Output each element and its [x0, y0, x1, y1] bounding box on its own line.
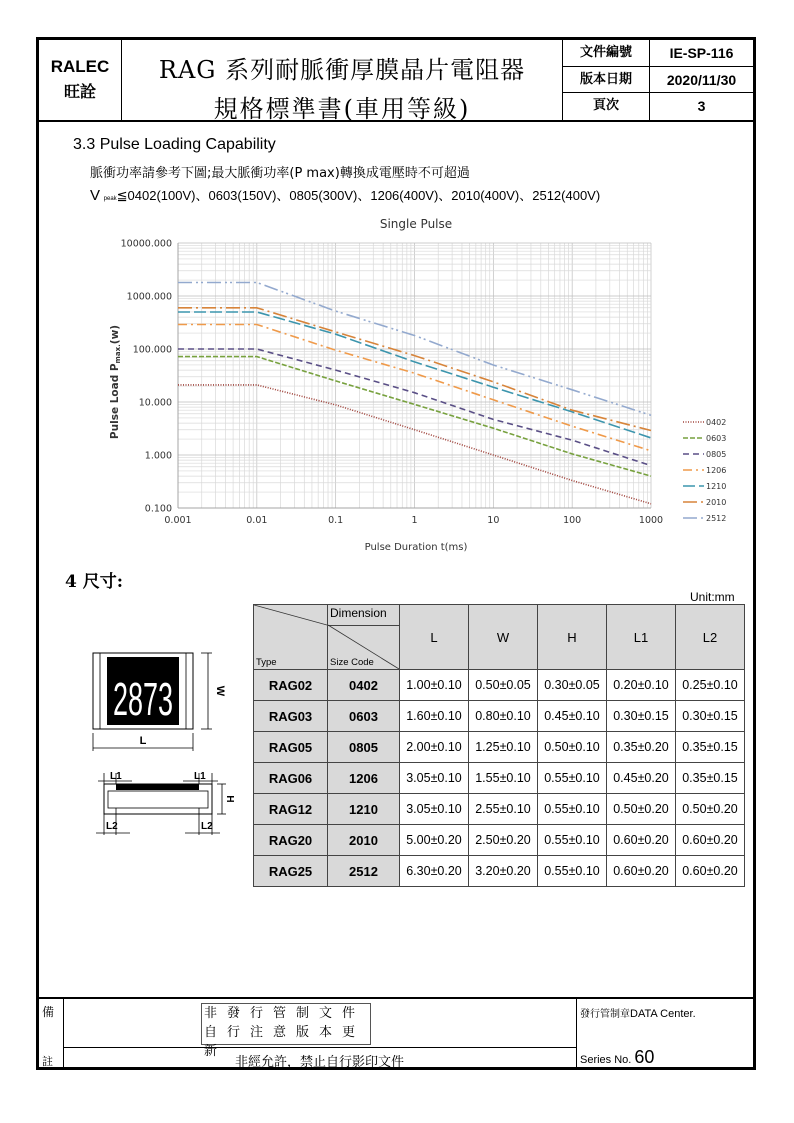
- cell-l1: 0.60±0.20: [607, 825, 676, 856]
- cell-l1: 0.60±0.20: [607, 856, 676, 887]
- corner-label-dimension: Dimension: [330, 606, 387, 620]
- cell-l1: 0.20±0.10: [607, 670, 676, 701]
- cell-l: 5.00±0.20: [400, 825, 469, 856]
- chip-top-view-drawing: [88, 645, 238, 755]
- cell-w: 2.50±0.20: [469, 825, 538, 856]
- table-row: [254, 701, 745, 732]
- copy-prohibited-note: 非經允許，禁止自行影印文件: [234, 1055, 404, 1070]
- cell-l: 3.05±0.10: [400, 794, 469, 825]
- x-tick-labels: [164, 515, 663, 526]
- substrate: [108, 791, 208, 808]
- y-tick-label: 10000.000: [120, 238, 172, 250]
- legend-label-1206: 1206: [706, 466, 727, 475]
- column-header-w: W: [469, 605, 538, 670]
- legend-label-0603: 0603: [706, 434, 727, 443]
- cell-l2: 0.35±0.15: [676, 763, 745, 794]
- cell-w: 0.80±0.10: [469, 701, 538, 732]
- cell-l: 3.05±0.10: [400, 763, 469, 794]
- cell-l: 1.00±0.10: [400, 670, 469, 701]
- unit-label: Unit:mm: [690, 590, 735, 604]
- chart-legend: [683, 418, 726, 523]
- meta-label: 版本日期: [563, 67, 650, 93]
- cell-type: RAG12: [254, 794, 328, 825]
- cell-type: RAG05: [254, 732, 328, 763]
- cell-h: 0.30±0.05: [538, 670, 607, 701]
- cell-l1: 0.45±0.20: [607, 763, 676, 794]
- cell-size: 2512: [328, 856, 400, 887]
- footer-remark-char-1: 備: [42, 1005, 55, 1019]
- y-axis-label-main: Pulse Load P: [109, 363, 121, 440]
- title-line-1: RAG 系列耐脈衝厚膜晶片電阻器: [158, 56, 526, 84]
- legend-label-0402: 0402: [706, 418, 727, 427]
- cell-h: 0.55±0.10: [538, 763, 607, 794]
- section-heading-pulse: 3.3 Pulse Loading Capability: [73, 136, 276, 153]
- series-number: [580, 1047, 654, 1068]
- column-header-l2: L2: [676, 605, 745, 670]
- chart-title: Single Pulse: [379, 217, 453, 231]
- brand-name-en: RALEC: [50, 57, 110, 76]
- corner-size-cell: [328, 605, 400, 670]
- cell-h: 0.55±0.10: [538, 825, 607, 856]
- cell-w: 0.50±0.05: [469, 670, 538, 701]
- x-tick-label: 0.1: [328, 515, 344, 526]
- cell-l2: 0.30±0.15: [676, 701, 745, 732]
- dim-label-w: W: [214, 685, 226, 697]
- corner-label-size-code: Size Code: [330, 657, 374, 668]
- cell-w: 1.55±0.10: [469, 763, 538, 794]
- legend-label-2010: 2010: [706, 498, 727, 507]
- x-tick-label: 1: [411, 515, 418, 526]
- pulse-chart: [100, 212, 770, 557]
- cell-l1: 0.50±0.20: [607, 794, 676, 825]
- column-header-l: L: [400, 605, 469, 670]
- x-tick-label: 0.001: [164, 515, 192, 526]
- series-label: Series No.: [580, 1054, 632, 1066]
- uncontrolled-notice-box: [201, 1003, 371, 1059]
- data-center-stamp-label: [580, 1005, 696, 1020]
- x-axis-label: Pulse Duration t(ms): [364, 542, 468, 553]
- legend-label-1210: 1210: [706, 482, 727, 491]
- cell-type: RAG25: [254, 856, 328, 887]
- table-row: [254, 794, 745, 825]
- cell-w: 3.20±0.20: [469, 856, 538, 887]
- vpeak-symbol: V: [90, 187, 101, 204]
- cell-l1: 0.35±0.20: [607, 732, 676, 763]
- corner-size-inner: [328, 605, 399, 669]
- notice-line-1: 非發行管制文件: [204, 1006, 366, 1021]
- cell-type: RAG06: [254, 763, 328, 794]
- cell-w: 1.25±0.10: [469, 732, 538, 763]
- legend-label-0805: 0805: [706, 450, 727, 459]
- cell-l2: 0.35±0.15: [676, 732, 745, 763]
- cell-type: RAG03: [254, 701, 328, 732]
- meta-value: 3: [697, 98, 706, 115]
- y-tick-labels: [121, 239, 172, 515]
- corner-type-inner: [254, 605, 327, 669]
- title-line-2: 規格標準書(車用等級): [213, 95, 471, 123]
- meta-label: 頁次: [563, 93, 650, 120]
- dim-label-l: L: [139, 735, 147, 747]
- cell-l1: 0.30±0.15: [607, 701, 676, 732]
- document-footer: [39, 997, 753, 1069]
- cell-l2: 0.60±0.20: [676, 825, 745, 856]
- y-tick-label: 1.000: [144, 450, 172, 462]
- cell-l: 1.60±0.10: [400, 701, 469, 732]
- x-tick-label: 100: [563, 515, 582, 526]
- table-row: [254, 856, 745, 887]
- x-tick-label: 0.01: [246, 515, 268, 526]
- dim-label-h: H: [224, 795, 235, 803]
- y-axis-label: [109, 325, 122, 439]
- pulse-note-line1: 脈衝功率請參考下圖;最大脈衝功率(P max)轉換成電壓時不可超過: [90, 166, 470, 181]
- vpeak-subscript: peak: [103, 196, 117, 202]
- pulse-note-line2: [90, 185, 600, 204]
- cell-l: 2.00±0.10: [400, 732, 469, 763]
- stamp-label-zh: 發行管制章: [580, 1009, 630, 1020]
- cell-size: 0603: [328, 701, 400, 732]
- y-tick-label: 1000.000: [126, 291, 172, 303]
- cell-type: RAG02: [254, 670, 328, 701]
- brand-name-zh: 旺詮: [63, 82, 96, 101]
- meta-label: 文件編號: [563, 40, 650, 66]
- stamp-label-en: DATA Center.: [630, 1008, 696, 1020]
- table-row: [254, 732, 745, 763]
- table-header-row: [254, 605, 745, 670]
- chip-marking-code: 2873: [113, 673, 173, 725]
- cell-size: 2010: [328, 825, 400, 856]
- footer-divider: [576, 999, 577, 1069]
- dim-label-l1-right: L1: [194, 771, 206, 782]
- y-tick-label: 100.000: [132, 344, 172, 356]
- notice-line-2: 自行注意版本更新: [204, 1025, 366, 1059]
- column-header-l1: L1: [607, 605, 676, 670]
- cell-l2: 0.60±0.20: [676, 856, 745, 887]
- cell-l2: 0.50±0.20: [676, 794, 745, 825]
- table-row: [254, 825, 745, 856]
- cell-size: 1210: [328, 794, 400, 825]
- cell-h: 0.55±0.10: [538, 856, 607, 887]
- chip-side-view-drawing: [88, 767, 238, 847]
- series-value: 60: [634, 1047, 655, 1067]
- cell-h: 0.55±0.10: [538, 794, 607, 825]
- x-tick-label: 1000: [638, 515, 664, 526]
- y-axis-label-sub: max.: [114, 344, 122, 364]
- cell-size: 0805: [328, 732, 400, 763]
- dim-label-l2-left: L2: [106, 821, 118, 832]
- meta-value: IE-SP-116: [669, 45, 734, 61]
- dimension-table: [253, 604, 745, 887]
- vpeak-limits: ≦0402(100V)、0603(150V)、0805(300V)、1206(400V)、2010(400V)、2512(400V): [116, 188, 601, 203]
- corner-label-type: Type: [256, 657, 277, 668]
- cell-w: 2.55±0.10: [469, 794, 538, 825]
- corner-type-cell: [254, 605, 328, 670]
- cell-type: RAG20: [254, 825, 328, 856]
- x-tick-label: 10: [487, 515, 500, 526]
- cell-h: 0.50±0.10: [538, 732, 607, 763]
- dim-label-l2-right: L2: [201, 821, 213, 832]
- footer-remark-char-2: 註: [42, 1055, 53, 1068]
- section-heading-dimensions: 4 尺寸:: [65, 572, 124, 592]
- table-row: [254, 763, 745, 794]
- cell-l: 6.30±0.20: [400, 856, 469, 887]
- legend-label-2512: 2512: [706, 514, 727, 523]
- y-tick-label: 0.100: [144, 503, 172, 515]
- y-tick-label: 10.000: [138, 397, 172, 409]
- cell-h: 0.45±0.10: [538, 701, 607, 732]
- dim-label-l1-left: L1: [110, 771, 122, 782]
- table-row: [254, 670, 745, 701]
- cell-l2: 0.25±0.10: [676, 670, 745, 701]
- document-header: [39, 40, 753, 122]
- cell-size: 0402: [328, 670, 400, 701]
- header-box: [39, 40, 753, 120]
- resistive-layer: [116, 784, 199, 790]
- y-axis-label-suffix: (w): [109, 324, 121, 345]
- meta-value: 2020/11/30: [666, 71, 737, 88]
- column-header-h: H: [538, 605, 607, 670]
- cell-size: 1206: [328, 763, 400, 794]
